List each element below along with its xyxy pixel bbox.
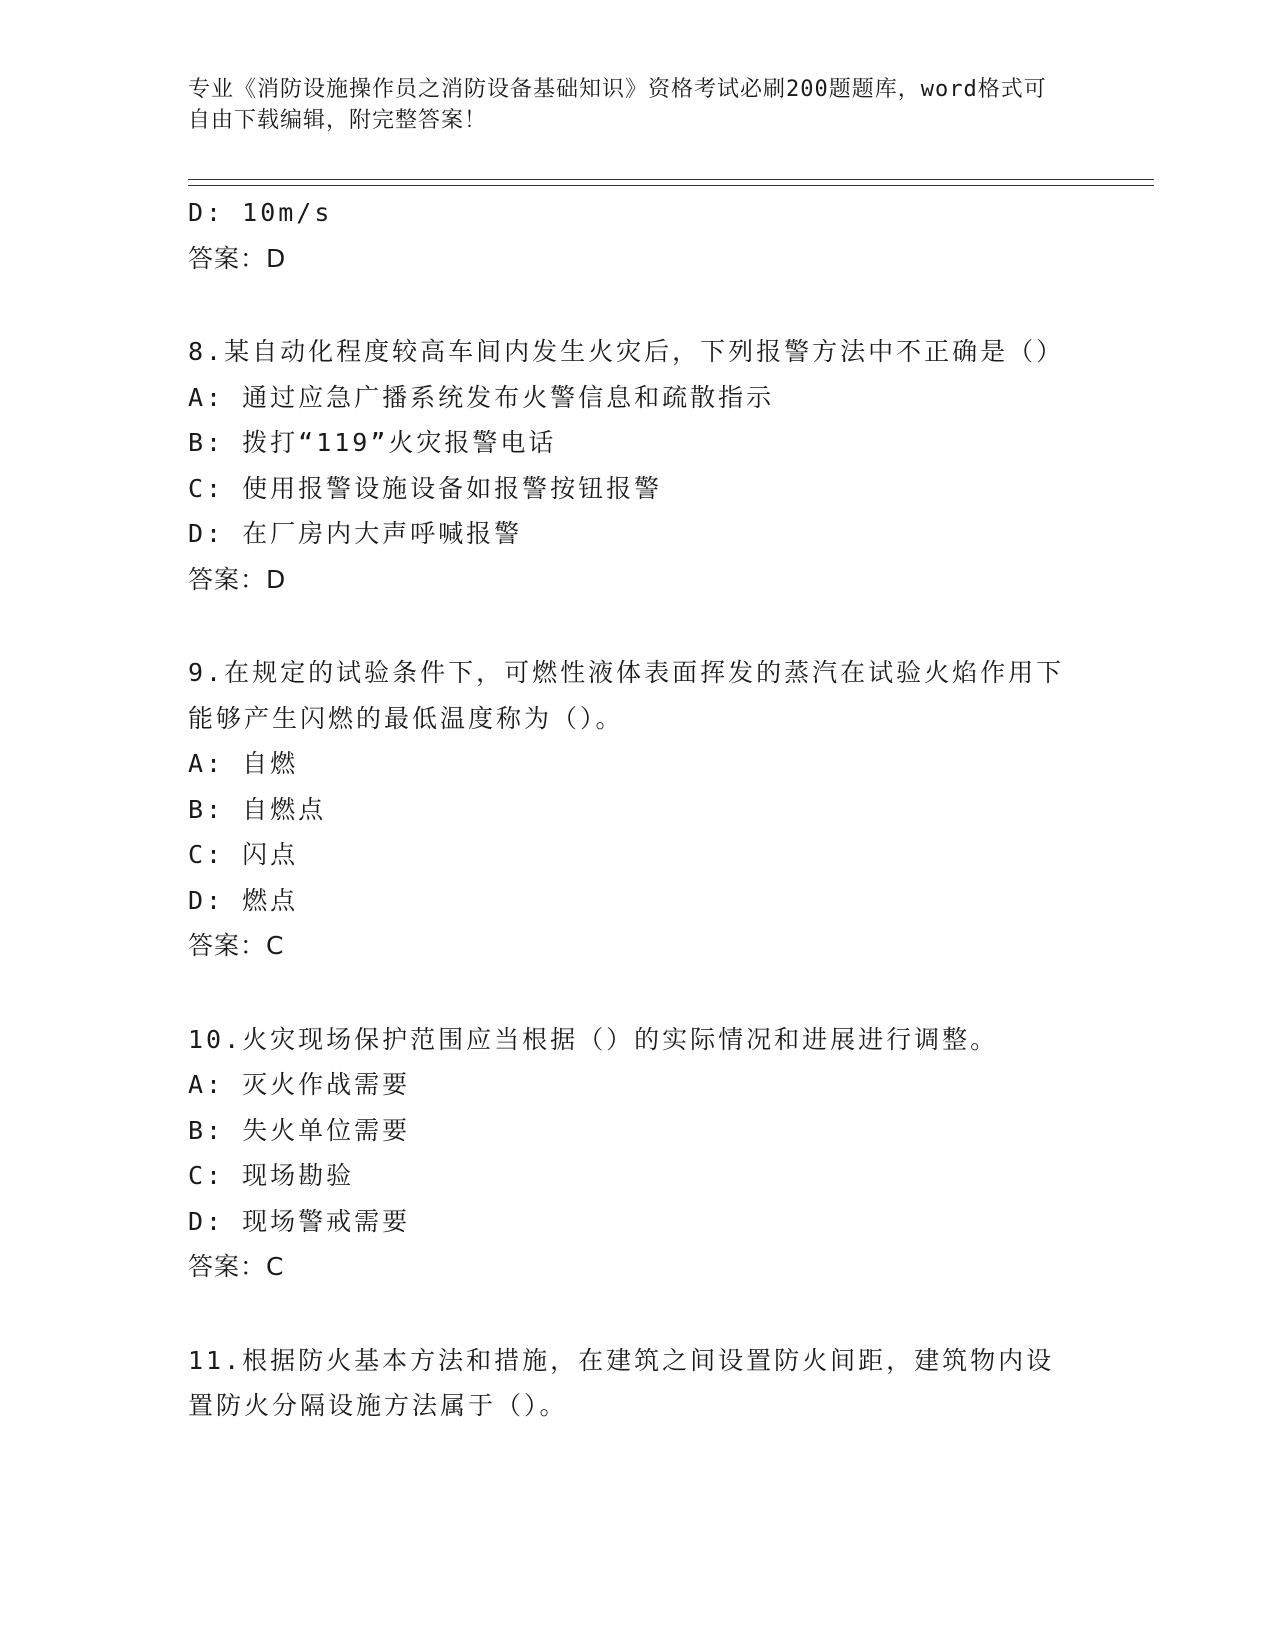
option-c: C: 现场勘验 bbox=[188, 1161, 355, 1190]
question-list bbox=[188, 190, 1078, 1429]
answer-line: 答案：C bbox=[188, 1252, 285, 1281]
option-a: A: 通过应急广播系统发布火警信息和疏散指示 bbox=[188, 382, 775, 412]
option-b: B: 失火单位需要 bbox=[188, 1115, 411, 1145]
question-title-10: 10.火灾现场保护范围应当根据（）的实际情况和进展进行调整。 bbox=[188, 1024, 999, 1054]
question-title-8: 8.某自动化程度较高车间内发生火灾后，下列报警方法中不正确是（） bbox=[188, 337, 1065, 366]
option-c: C: 闪点 bbox=[188, 840, 299, 869]
answer-line: 答案：D bbox=[188, 564, 287, 594]
question-title-11: 11.根据防火基本方法和措施，在建筑之间设置防火间距，建筑物内设置防火分隔设施方法属于（）。 bbox=[188, 1345, 1055, 1420]
option-b: B: 拨打“119”火灾报警电话 bbox=[188, 428, 557, 457]
option-d: D: 10m/s bbox=[188, 198, 333, 227]
question-title-9: 9.在规定的试验条件下，可燃性液体表面挥发的蒸汽在试验火焰作用下能够产生闪燃的最低温度称为（）。 bbox=[188, 658, 1065, 733]
option-a: A: 自燃 bbox=[188, 749, 299, 778]
document-header: 专业《消防设施操作员之消防设备基础知识》资格考试必刷200题题库，word格式可自由下载编辑，附完整答案！ bbox=[188, 77, 1047, 133]
option-d: D: 燃点 bbox=[188, 885, 299, 915]
answer-line: 答案：C bbox=[188, 931, 285, 960]
option-b: B: 自燃点 bbox=[188, 794, 327, 824]
header-divider bbox=[188, 179, 1154, 186]
answer-line: 答案：D bbox=[188, 243, 287, 273]
option-c: C: 使用报警设施设备如报警按钮报警 bbox=[188, 473, 663, 503]
option-d: D: 在厂房内大声呼喊报警 bbox=[188, 519, 523, 548]
option-a: A: 灭火作战需要 bbox=[188, 1070, 411, 1099]
option-d: D: 现场警戒需要 bbox=[188, 1206, 411, 1236]
